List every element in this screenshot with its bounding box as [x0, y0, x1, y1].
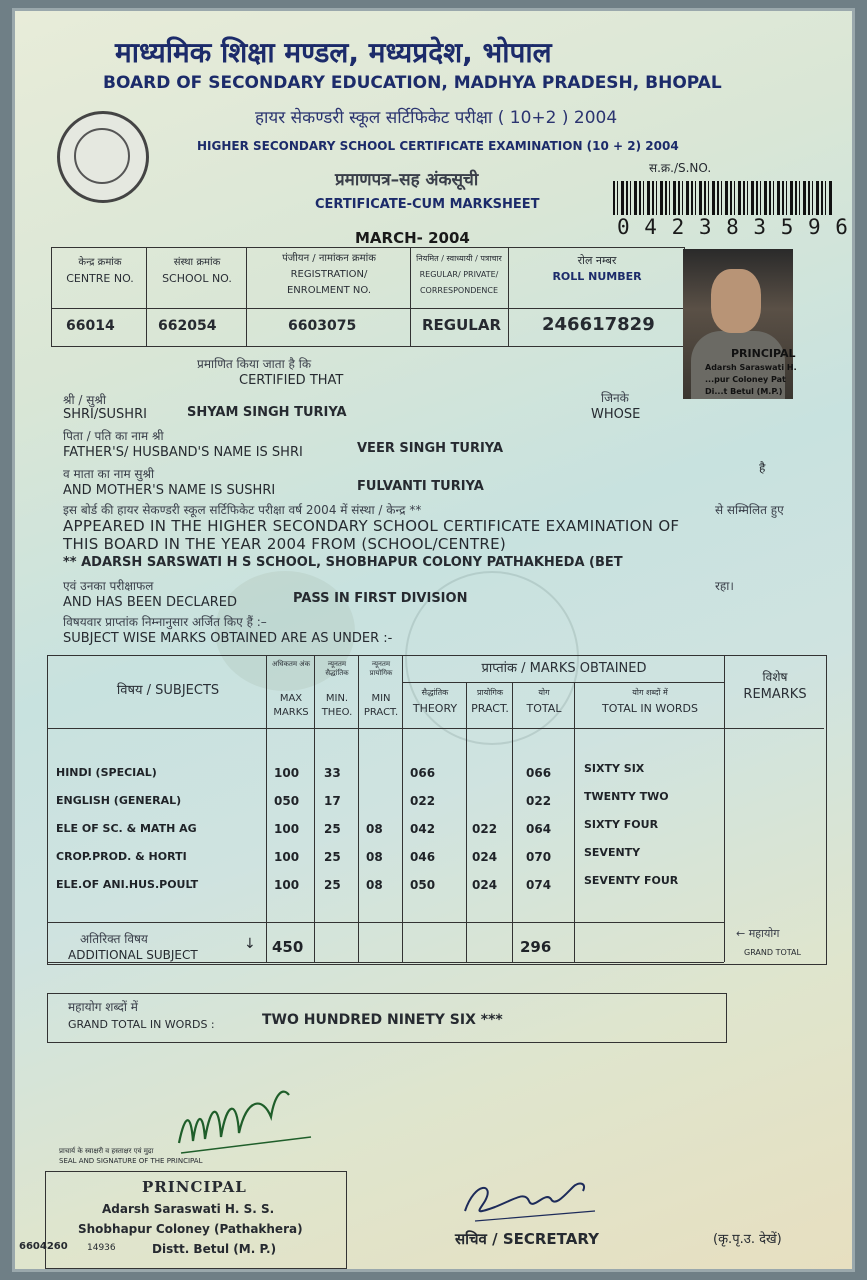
grand-total: 296	[520, 938, 552, 956]
type-label-1: REGULAR/ PRIVATE/	[419, 270, 499, 279]
seal-label: SEAL AND SIGNATURE OF THE PRINCIPAL	[59, 1157, 203, 1165]
grand-words-label: GRAND TOTAL IN WORDS :	[68, 1018, 215, 1031]
theory-marks: 022	[410, 794, 436, 808]
reg-label-2: ENROLMENT NO.	[286, 285, 372, 296]
theory-marks: 066	[410, 766, 436, 780]
stamp-line3: Distt. Betul (M. P.)	[152, 1242, 277, 1256]
father-label: FATHER'S/ HUSBAND'S NAME IS SHRI	[63, 445, 303, 460]
certified-hi: प्रमाणित किया जाता है कि	[197, 357, 312, 371]
practical-marks: 022	[472, 822, 498, 836]
id-table	[51, 247, 685, 347]
total-header-hi: योग	[538, 688, 550, 697]
theory-marks: 050	[410, 878, 436, 892]
reg-label-1: REGISTRATION/	[290, 269, 368, 280]
max-header: MAX MARKS	[273, 693, 309, 718]
exam-title-hindi: हायर सेकण्डरी स्कूल सर्टिफिकेट परीक्षा ( 10+2 ) 2004	[255, 108, 618, 128]
min-pract-header: MIN PRACT.	[363, 693, 399, 718]
board-title-english: BOARD OF SECONDARY EDUCATION, MADHYA PRADESH, BHOPAL	[103, 73, 722, 93]
total-marks: 074	[526, 878, 552, 892]
total-marks: 066	[526, 766, 552, 780]
cert-title-english: CERTIFICATE-CUM MARKSHEET	[315, 197, 540, 212]
subject-name: CROP.PROD. & HORTI	[56, 850, 187, 863]
appeared-line1: APPEARED IN THE HIGHER SECONDARY SCHOOL CERTIFICATE EXAMINATION OF	[63, 517, 680, 535]
board-title-hindi: माध्यमिक शिक्षा मण्डल, मध्यप्रदेश, भोपाल	[115, 36, 552, 69]
photo-stamp-line4: Di...t Betul (M.P.)	[705, 387, 783, 396]
centre-label: CENTRE NO.	[66, 272, 134, 285]
photo-stamp-line3: ...pur Coloney Pat	[705, 375, 786, 384]
min-pract-header-hi: न्यूनतम प्रायोगिक	[369, 660, 393, 677]
centre-label-hi: केन्द्र क्रमांक	[78, 257, 122, 268]
words-header: TOTAL IN WORDS	[602, 702, 698, 715]
grand-total-hi: ← महायोग	[736, 927, 780, 940]
max-marks: 100	[274, 766, 300, 780]
min-theo-header-hi: न्यूनतम सैद्धांतिक	[325, 660, 349, 677]
roll-label: ROLL NUMBER	[552, 270, 642, 283]
down-arrow-icon: ↓	[244, 936, 256, 952]
appeared-line2: THIS BOARD IN THE YEAR 2004 FROM (SCHOOL/CENTRE)	[63, 535, 507, 553]
seal-label-hi: प्राचार्य के स्वाक्षरी व हस्ताक्षर एवं मुद्रा	[59, 1147, 154, 1155]
total-marks: 022	[526, 794, 552, 808]
mother-name: FULVANTI TURIYA	[357, 479, 484, 494]
appeared-hi: इस बोर्ड की हायर सेकण्डरी स्कूल सर्टिफिकेट परीक्षा वर्ष 2004 में संस्था / केन्द्र **	[63, 503, 422, 517]
pract-header: PRACT.	[471, 702, 509, 715]
school-name: ** ADARSH SARSWATI H S SCHOOL, SHOBHAPUR COLONY PATHAKHEDA (BET	[63, 555, 623, 570]
theory-header-hi: सैद्धांतिक	[421, 688, 449, 697]
pto-note: (कृ.पृ.उ. देखें)	[713, 1232, 782, 1247]
min-theory: 25	[324, 878, 341, 892]
principal-stamp	[45, 1171, 347, 1269]
board-seal-logo	[57, 111, 149, 203]
raha-hi: रहा।	[715, 579, 734, 593]
marks-table	[47, 655, 827, 965]
stamp-line1: Adarsh Saraswati H. S. S.	[102, 1202, 275, 1216]
subject-name: ENGLISH (GENERAL)	[56, 794, 182, 807]
max-marks: 050	[274, 794, 300, 808]
shri-label: SHRI/SUSHRI	[63, 407, 147, 422]
stamp-line2: Shobhapur Coloney (Pathakhera)	[78, 1222, 303, 1236]
roll-number: 246617829	[542, 314, 655, 335]
registration-no: 6603075	[288, 318, 357, 334]
total-in-words: SEVENTY FOUR	[584, 874, 679, 887]
type-label-hi: नियमित / स्वाध्यायी / पत्राचार	[416, 254, 502, 263]
mother-label: AND MOTHER'S NAME IS SUSHRI	[63, 483, 276, 498]
min-theory: 25	[324, 822, 341, 836]
hai-hi: है	[759, 461, 766, 475]
subjectwise-label: SUBJECT WISE MARKS OBTAINED ARE AS UNDER :-	[63, 631, 393, 646]
marksheet-document	[12, 8, 855, 1272]
roll-label-hi: रोल नम्बर	[577, 254, 617, 267]
centre-no: 66014	[66, 318, 115, 334]
remarks-header: REMARKS	[743, 687, 807, 702]
certified-label: CERTIFIED THAT	[239, 373, 344, 388]
photo-stamp-line1: PRINCIPAL	[731, 347, 796, 360]
shri-hi: श्री / सुश्री	[63, 393, 106, 407]
pract-header-hi: प्रायोगिक	[476, 688, 504, 697]
words-header-hi: योग शब्दों में	[632, 688, 668, 697]
whose-hi: जिनके	[601, 391, 629, 405]
barcode	[613, 181, 833, 215]
additional-label: ADDITIONAL SUBJECT	[68, 948, 198, 962]
school-label-hi: संस्था क्रमांक	[173, 257, 221, 268]
max-header-hi: अधिकतम अंक	[272, 660, 310, 668]
exam-title-english: HIGHER SECONDARY SCHOOL CERTIFICATE EXAMINATION (10 + 2) 2004	[197, 139, 679, 153]
school-label: SCHOOL NO.	[162, 272, 232, 285]
candidate-type: REGULAR	[422, 316, 502, 334]
subjects-header: विषय / SUBJECTS	[116, 683, 220, 698]
school-no: 662054	[158, 318, 217, 334]
secretary-signature	[455, 1171, 605, 1231]
total-in-words: TWENTY TWO	[584, 790, 669, 803]
marks-obtained-header: प्राप्तांक / MARKS OBTAINED	[481, 661, 647, 676]
grand-total-label: GRAND TOTAL	[744, 948, 801, 957]
remarks-header-hi: विशेष	[762, 670, 788, 684]
practical-marks: 024	[472, 850, 498, 864]
sno-label: स.क्र./S.NO.	[649, 161, 712, 175]
total-in-words: SEVENTY	[584, 846, 641, 859]
sammilit-hi: से सम्मिलित हुए	[715, 503, 784, 517]
serial-number: 0 4 2 3 8 3 5 9 6	[617, 215, 849, 239]
photo-stamp-line2: Adarsh Saraswati H.	[705, 363, 797, 372]
subject-name: HINDI (SPECIAL)	[56, 766, 157, 779]
father-name: VEER SINGH TURIYA	[357, 441, 504, 456]
stamp-title: PRINCIPAL	[142, 1178, 247, 1196]
min-practical: 08	[366, 822, 383, 836]
max-marks: 100	[274, 878, 300, 892]
min-theo-header: MIN. THEO.	[321, 693, 353, 718]
ref-number-1: 6604260	[19, 1241, 68, 1252]
principal-signature	[171, 1083, 321, 1163]
father-hi: पिता / पति का नाम श्री	[63, 429, 164, 443]
theory-marks: 042	[410, 822, 436, 836]
min-theory: 17	[324, 794, 341, 808]
theory-header: THEORY	[412, 702, 458, 715]
result-hi: एवं उनका परीक्षाफल	[63, 579, 154, 593]
min-theory: 33	[324, 766, 341, 780]
total-marks: 070	[526, 850, 552, 864]
cert-title-hindi: प्रमाणपत्र–सह अंकसूची	[335, 170, 479, 190]
max-marks: 100	[274, 822, 300, 836]
max-grand-total: 450	[272, 938, 304, 956]
reg-label-hi: पंजीयन / नामांकन क्रमांक	[282, 253, 376, 264]
theory-marks: 046	[410, 850, 436, 864]
total-in-words: SIXTY FOUR	[584, 818, 659, 831]
min-theory: 25	[324, 850, 341, 864]
declared-label: AND HAS BEEN DECLARED	[63, 595, 238, 610]
min-practical: 08	[366, 878, 383, 892]
additional-hi: अतिरिक्त विषय	[80, 932, 148, 946]
max-marks: 100	[274, 850, 300, 864]
type-label-2: CORRESPONDENCE	[419, 286, 499, 295]
grand-words-value: TWO HUNDRED NINETY SIX ***	[262, 1012, 503, 1028]
subjectwise-hi: विषयवार प्राप्तांक निम्नानुसार अर्जित किए हैं :–	[63, 615, 267, 629]
total-in-words: SIXTY SIX	[584, 762, 645, 775]
grand-total-words-box	[47, 993, 727, 1043]
whose-label: WHOSE	[591, 407, 641, 422]
total-header: TOTAL	[526, 702, 562, 715]
grand-words-hi: महायोग शब्दों में	[68, 1000, 138, 1014]
total-marks: 064	[526, 822, 552, 836]
min-practical: 08	[366, 850, 383, 864]
practical-marks: 024	[472, 878, 498, 892]
subject-name: ELE OF SC. & MATH AG	[56, 822, 197, 835]
secretary-label: सचिव / SECRETARY	[455, 1230, 599, 1248]
mother-hi: व माता का नाम सुश्री	[63, 467, 155, 481]
student-name: SHYAM SINGH TURIYA	[187, 405, 347, 420]
session: MARCH- 2004	[355, 229, 470, 247]
ref-number-2: 14936	[87, 1243, 116, 1253]
result-value: PASS IN FIRST DIVISION	[293, 591, 468, 606]
subject-name: ELE.OF ANI.HUS.POULT	[56, 878, 199, 891]
